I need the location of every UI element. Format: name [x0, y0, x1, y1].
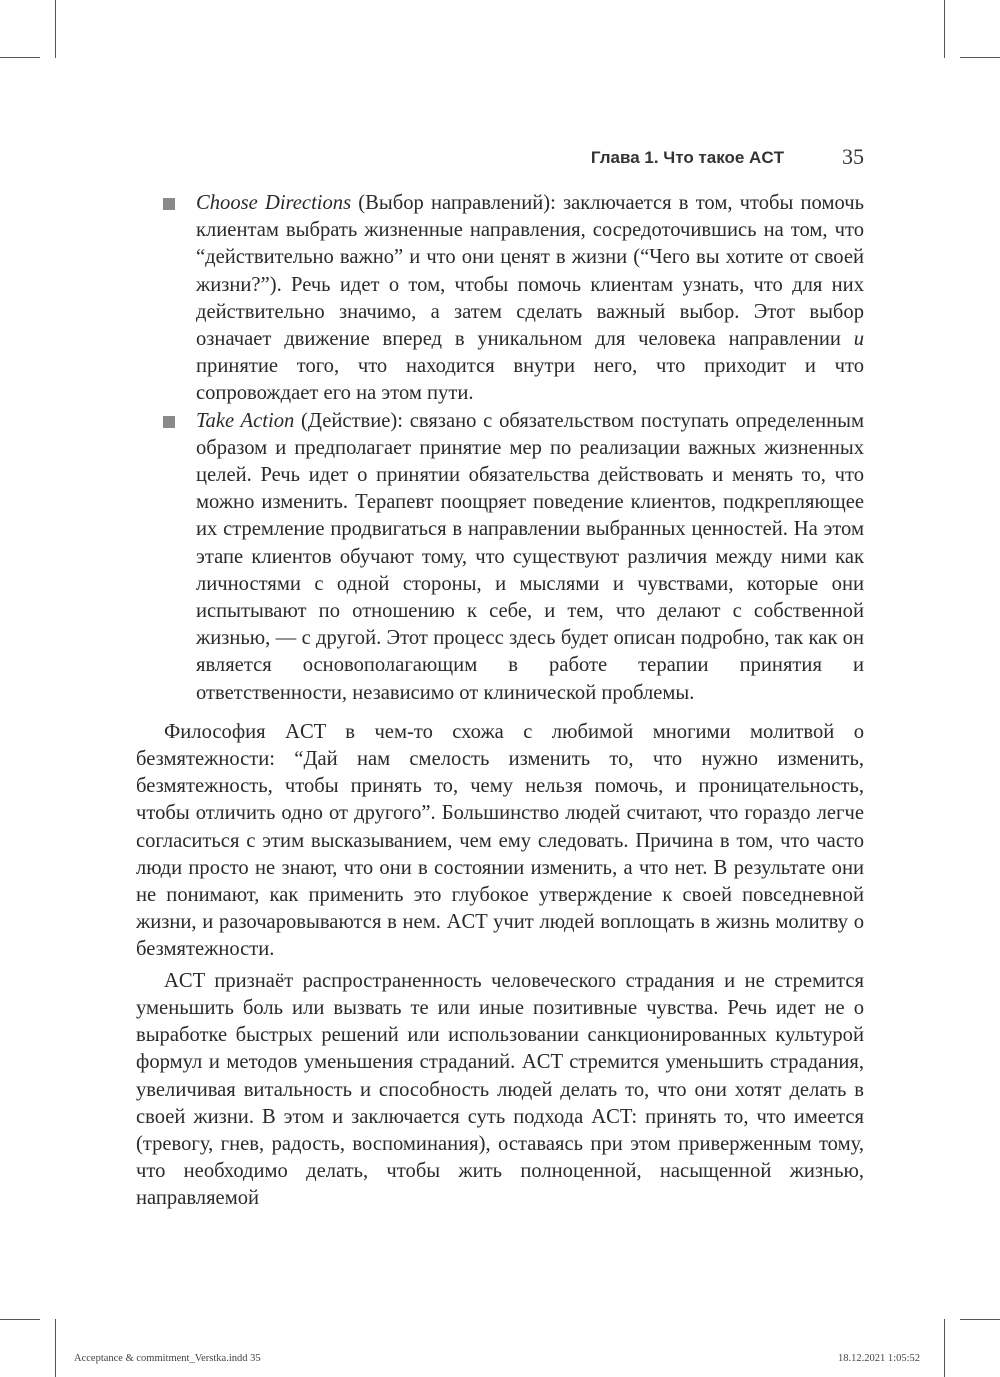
print-footer [0, 1353, 1000, 1369]
crop-mark-bottom-right-h [960, 1319, 1000, 1320]
page-body [136, 190, 864, 1213]
chapter-title: Глава 1. Что такое ACT [590, 148, 784, 167]
bullet-emphasis: и [853, 328, 864, 351]
footer-file-name: Acceptance & commitment_Verstka.indd 35 [74, 1353, 261, 1364]
paragraph-suffering: ACT признаёт распространенность человеческого страдания и не стремится уменьшить боль или вызвать те или иные позитивные чувства. Речь идет не о выработке быстрых решений или использовании санкционированных культурой формул и методов уменьшения страданий. ACT стремится уменьшить страдания, увеличивая витальность и способность людей делать то, что они хотят делать в своей жизни. В этом и заключается суть подхода ACT: принять то, что имеется (тревогу, гнев, радость, воспоминания), оставаясь при этом приверженным тому, что необходимо делать, чтобы жить полноценной, насыщенной жизнью, направляемой [136, 969, 864, 1210]
crop-mark-top-right-h [960, 57, 1000, 58]
crop-mark-top-left [55, 0, 56, 58]
crop-mark-top-left-h [0, 57, 40, 58]
bullet-square-icon [163, 416, 175, 428]
running-header [136, 142, 864, 172]
bullet-text: (Действие): связано с обязательством поступать определенным образом и предполагает принятие мер по реализации важных жизненных целей. Речь идет о принятии обязательства действовать и менять то, что можно изменить. Терапевт поощряет поведение клиентов, подкрепляющее их стремление продвигаться в направлении выбранных ценностей. На этом этапе клиентов обучают тому, что существуют различия между ними как личностями с одной стороны, и мыслями и чувствами, которые они испытывают по отношению к себе, и тем, что делают с собственной жизнью, — с другой. Этот процесс здесь будет описан подробно, так как он является основополагающим в работе терапии принятия и ответственности, независимо от клинической проблемы. [196, 409, 864, 704]
bullet-term: Take Action [196, 409, 295, 432]
bullet-term: Choose Directions [196, 192, 352, 214]
paragraph-serenity: Философия ACT в чем-то схожа с любимой многими молитвой о безмятежности: “Дай нам смелость изменить то, что нужно изменить, безмятежность, чтобы принять то, чему нельзя помочь, и проницательность, чтобы отличить одно от другого”. Большинство людей считают, что гораздо легче согласиться с этим высказыванием, чем ему следовать. Причина в том, что часто люди просто не знают, что они в состоянии изменить, а что нет. В результате они не понимают, как применить это глубокое утверждение к своей повседневной жизни, и разочаровываются в нем. ACT учит людей воплощать в жизнь молитву о безмятежности. [136, 720, 864, 961]
bullet-text: (Выбор направлений): заключается в том, чтобы помочь клиентам выбрать жизненные направления, сосредоточившись на том, что “действительно важно” и что они ценят в жизни (“Чего вы хотите от своей жизни?”). Речь идет о том, чтобы помочь клиентам узнать, что для них действительно значимо, а затем сделать важный выбор. Этот выбор означает движение вперед в уникальном для человека направлении [196, 192, 864, 351]
bullet-square-icon [163, 198, 175, 210]
footer-timestamp: 18.12.2021 1:05:52 [838, 1353, 920, 1364]
crop-mark-top-right [944, 0, 945, 58]
page-number: 35 [842, 144, 864, 169]
bullet-list [136, 190, 864, 707]
bullet-item-choose-directions [136, 190, 864, 408]
bullet-item-take-action [136, 408, 864, 707]
crop-mark-bottom-left-h [0, 1319, 40, 1320]
bullet-text-after: принятие того, что находится внутри него, что приходит и что сопровождает его на этом пути. [196, 355, 864, 405]
